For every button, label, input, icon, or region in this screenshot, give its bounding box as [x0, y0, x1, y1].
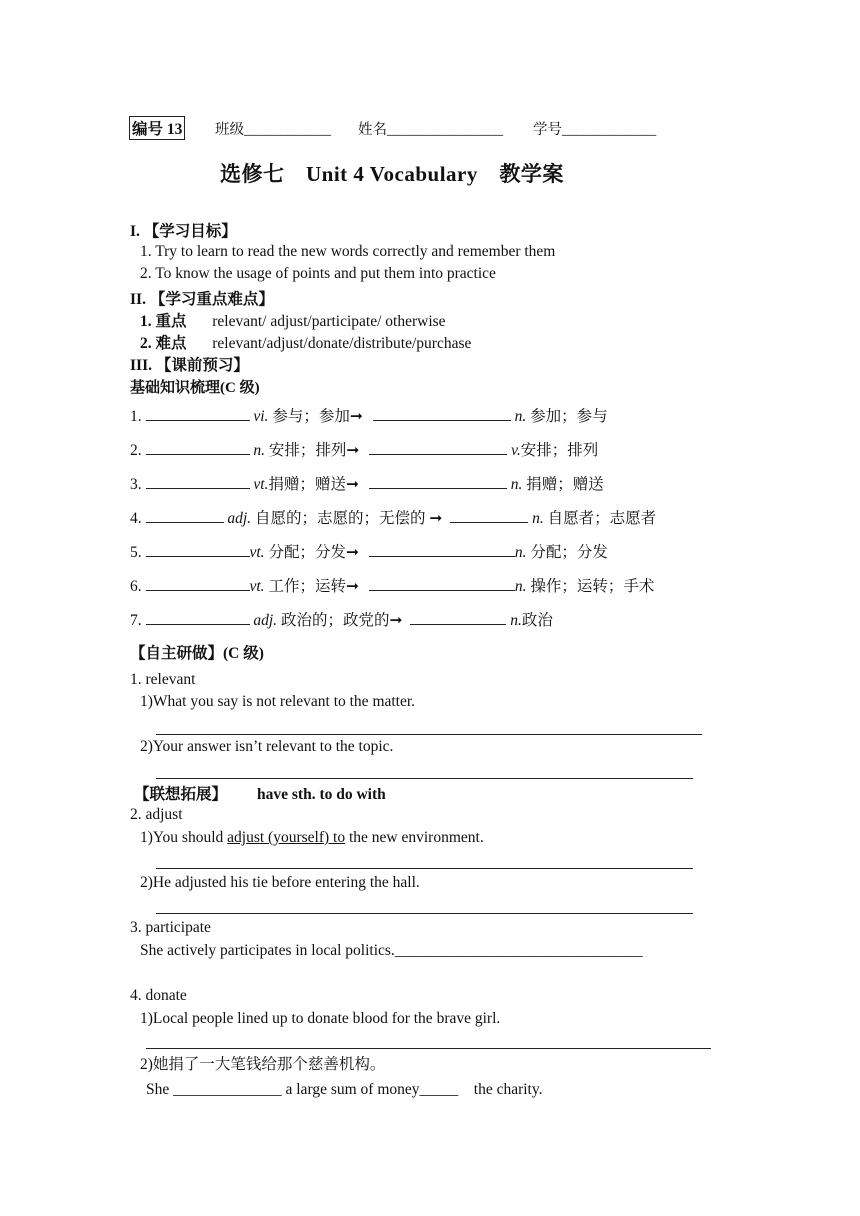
answer-line[interactable] [156, 734, 702, 735]
word-participate: 3. participate [130, 919, 211, 936]
section1-heading: I. 【学习目标】 [130, 223, 237, 240]
extend-label: 【联想拓展】 [134, 786, 228, 803]
key-point-text: relevant/ adjust/participate/ otherwise [212, 313, 446, 330]
blank-input[interactable] [146, 611, 250, 625]
answer-line[interactable] [146, 1048, 711, 1049]
vocab-row-1: 1. vi. 参与；参加➞ n. 参加；参与 [130, 408, 608, 425]
difficulty-row [140, 331, 471, 353]
blank-input[interactable] [146, 543, 250, 557]
section3-subheading: 基础知识梳理(C 级) [130, 380, 260, 396]
relevant-sentence-1: 1)What you say is not relevant to the matter. [140, 693, 416, 710]
objective-1: 1. Try to learn to read the new words correctly and remember them [140, 243, 556, 260]
blank-input[interactable] [146, 577, 250, 591]
page-title: 选修七 Unit 4 Vocabulary 教学案 [220, 162, 564, 186]
key-point-label: 1. 重点 [140, 313, 187, 330]
blank-input[interactable] [369, 577, 515, 591]
vocab-row-5: 5. vt. 分配；分发➞ n. 分配；分发 [130, 544, 608, 561]
relevant-sentence-2: 2)Your answer isn’t relevant to the topic. [140, 738, 394, 755]
vocab-row-3: 3. vt.捐赠；赠送➞ n. 捐赠；赠送 [130, 476, 604, 493]
blank-input[interactable] [369, 441, 507, 455]
section2-heading: II. 【学习重点难点】 [130, 291, 274, 308]
blank-input[interactable] [146, 407, 250, 421]
number-label: 编号 13 [129, 116, 185, 140]
extend-text: have sth. to do with [257, 786, 386, 803]
section4-heading: 【自主研做】(C 级) [130, 645, 264, 662]
answer-line[interactable] [156, 868, 693, 869]
blank-input[interactable] [450, 509, 528, 523]
blank-input[interactable] [146, 441, 250, 455]
difficulty-label: 2. 难点 [140, 335, 187, 352]
word-adjust: 2. adjust [130, 806, 183, 823]
name-field[interactable]: 姓名________________ [358, 122, 503, 138]
student-id-field[interactable]: 学号_____________ [533, 122, 657, 138]
adjust-sentence-1: 1)You should adjust (yourself) to the new environment. [140, 829, 484, 846]
class-field[interactable]: 班级____________ [215, 122, 331, 138]
word-relevant: 1. relevant [130, 671, 196, 688]
vocab-row-6: 6. vt. 工作；运转➞ n. 操作；运转；手术 [130, 578, 655, 595]
adjust-sentence-2: 2)He adjusted his tie before entering the hall. [140, 874, 420, 891]
difficulty-text: relevant/adjust/donate/distribute/purchase [212, 335, 472, 352]
donate-sentence-3: She ______________ a large sum of money_____ the charity. [146, 1081, 543, 1098]
vocab-row-7: 7. adj. 政治的；政党的➞ n.政治 [130, 612, 553, 629]
participate-sentence: She actively participates in local politics.________________________________ [140, 942, 643, 959]
word-donate: 4. donate [130, 987, 187, 1004]
objective-2: 2. To know the usage of points and put them into practice [140, 265, 496, 282]
blank-input[interactable] [373, 407, 511, 421]
vocab-row-4: 4. adj. 自愿的；志愿的；无偿的 ➞ n. 自愿者；志愿者 [130, 510, 657, 527]
blank-input[interactable] [369, 543, 515, 557]
blank-input[interactable] [146, 475, 250, 489]
vocab-row-2: 2. n. 安排；排列➞ v.安排；排列 [130, 442, 599, 459]
key-point-row [140, 309, 446, 331]
section3-heading: III. 【课前预习】 [130, 357, 249, 374]
blank-input[interactable] [369, 475, 507, 489]
blank-input[interactable] [146, 509, 224, 523]
donate-sentence-2: 2)她捐了一大笔钱给那个慈善机构。 [140, 1056, 386, 1073]
answer-line[interactable] [156, 778, 693, 779]
answer-line[interactable] [156, 913, 693, 914]
extend-row [134, 782, 386, 804]
blank-input[interactable] [410, 611, 506, 625]
donate-sentence-1: 1)Local people lined up to donate blood for the brave girl. [140, 1010, 501, 1027]
